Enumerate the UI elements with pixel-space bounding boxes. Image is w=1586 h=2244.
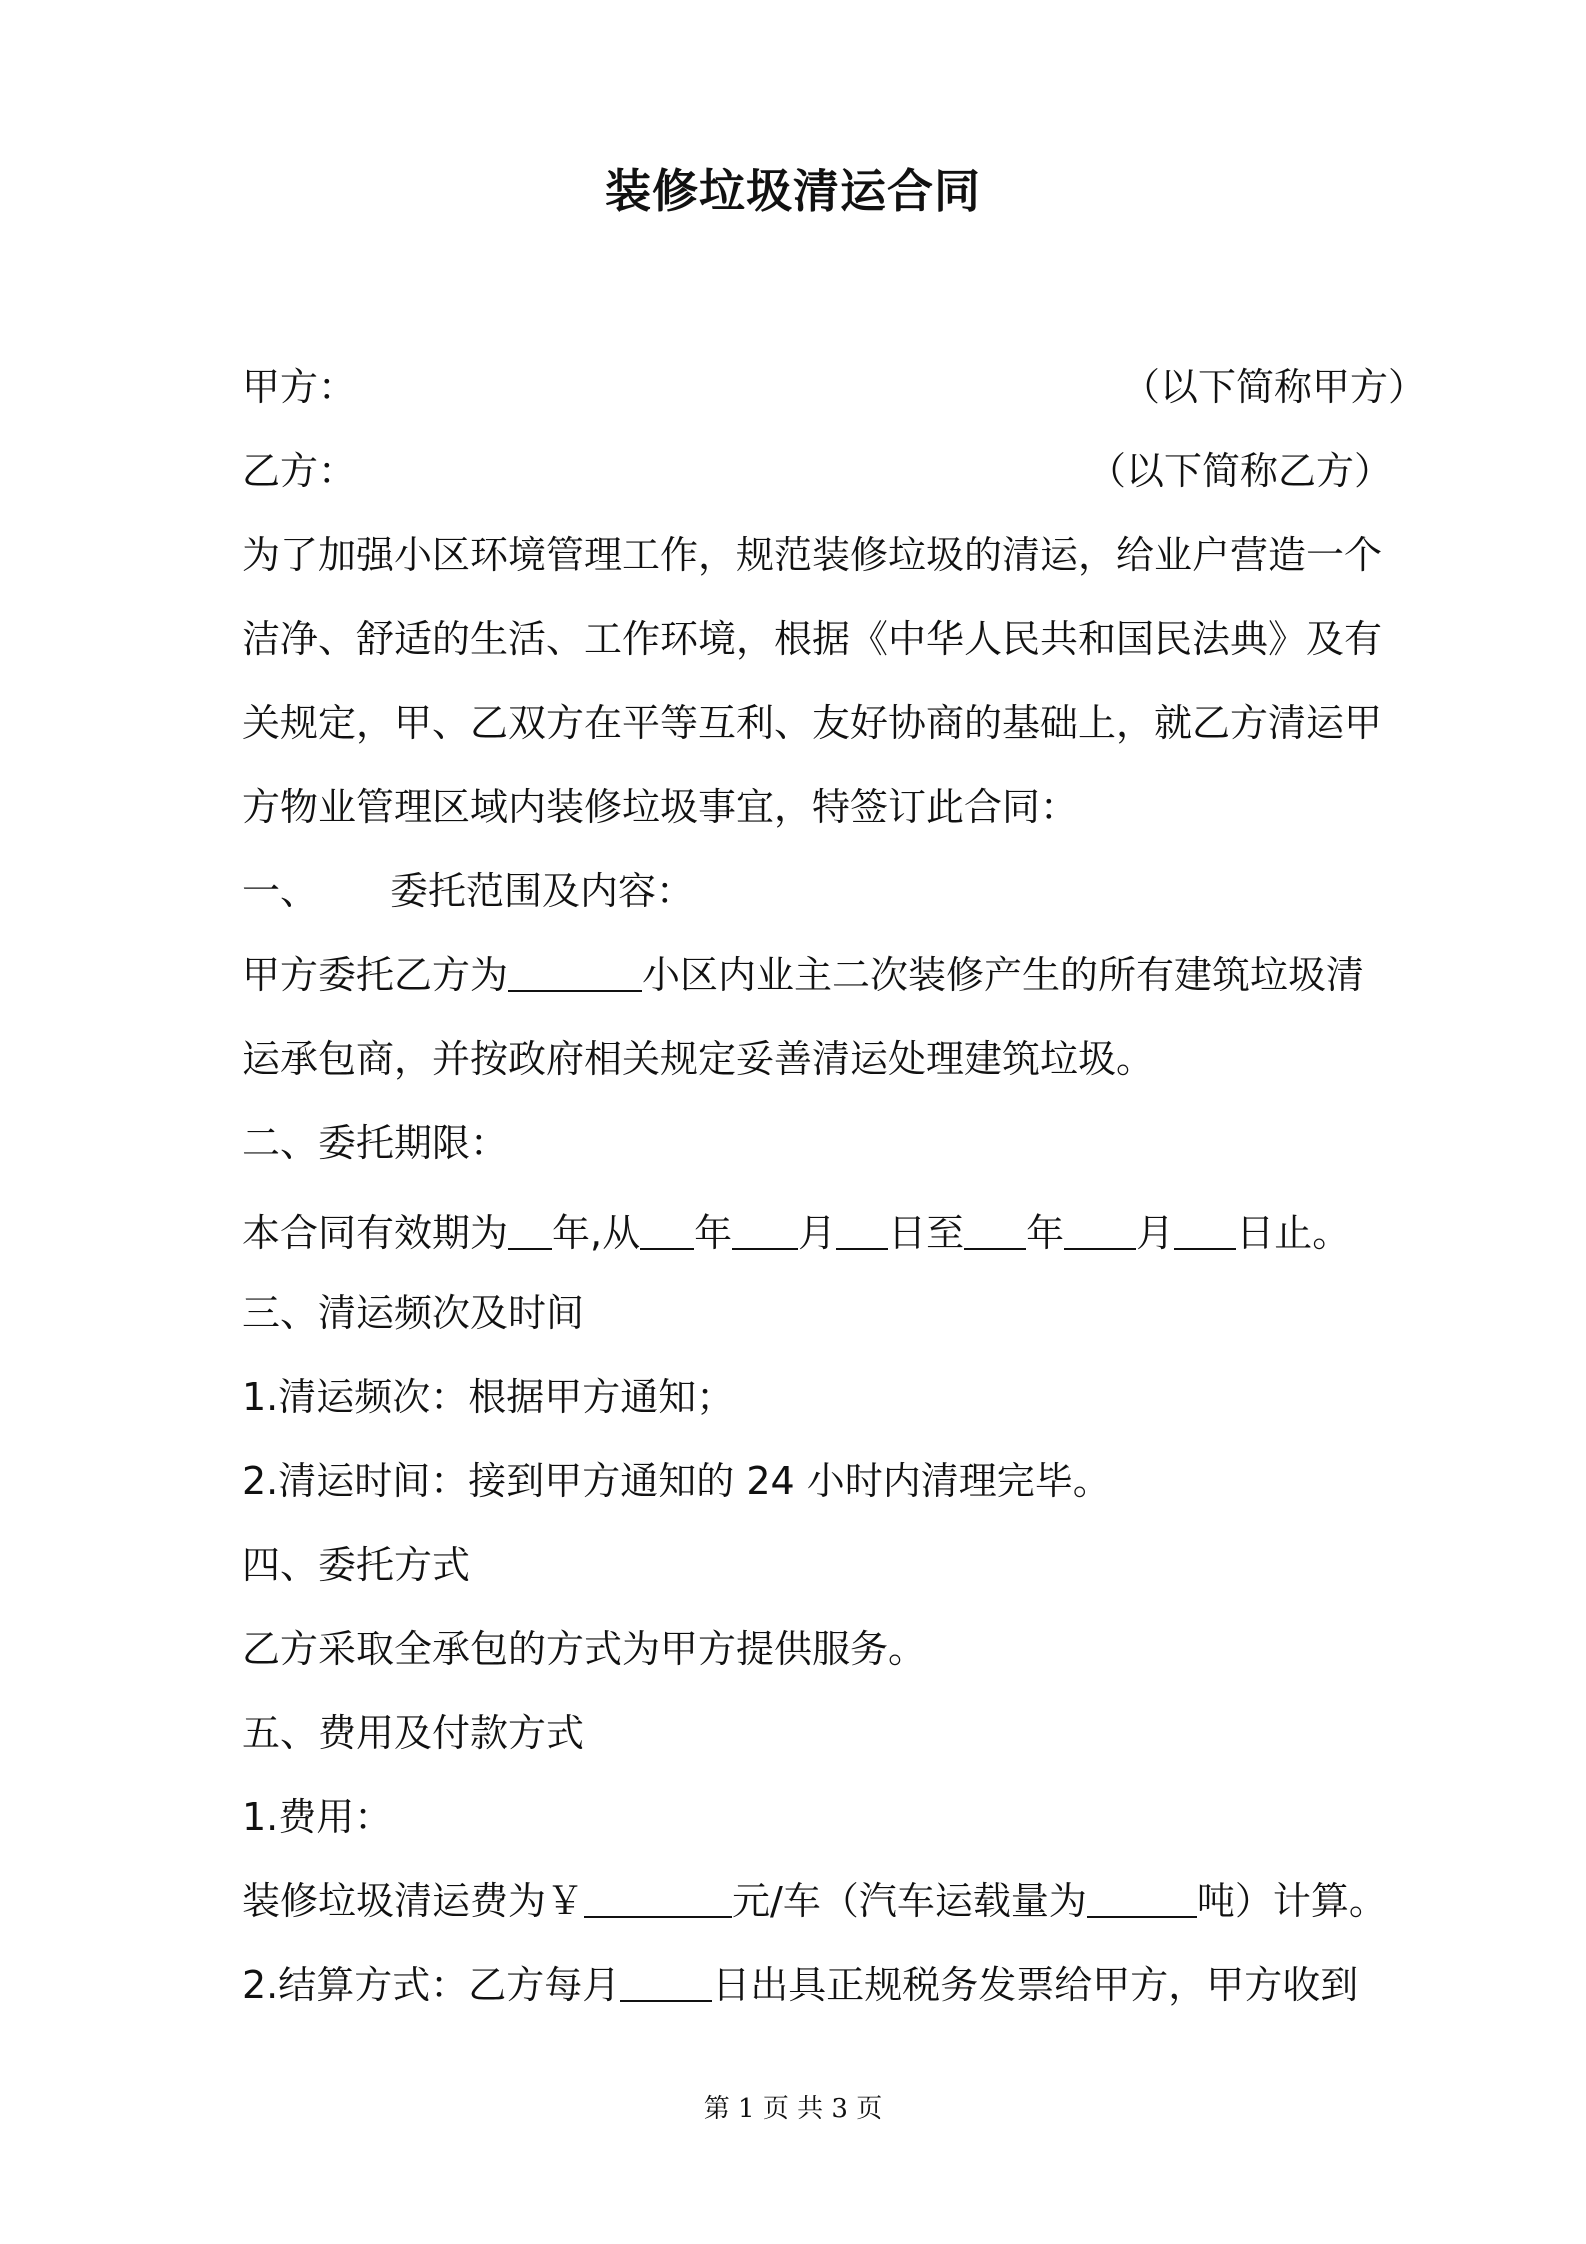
section3-item-2: 2.清运时间：接到甲方通知的 24 小时内清理完毕。 bbox=[242, 1459, 1111, 1503]
end-month-blank[interactable] bbox=[1064, 1212, 1136, 1250]
section1-line-2: 运承包商，并按政府相关规定妥善清运处理建筑垃圾。 bbox=[242, 1037, 1155, 1081]
section4-heading: 四、委托方式 bbox=[242, 1543, 471, 1587]
section1-heading-text: 委托范围及内容： bbox=[390, 869, 695, 913]
section3-item-1: 1.清运频次：根据甲方通知； bbox=[242, 1375, 735, 1419]
term-text-month-end: 月 bbox=[1136, 1211, 1175, 1255]
section5-settle-line bbox=[242, 1960, 1358, 2010]
section3-heading: 三、清运频次及时间 bbox=[242, 1291, 585, 1335]
fee-amount-blank[interactable] bbox=[584, 1880, 732, 1918]
settle-day-blank[interactable] bbox=[620, 1964, 712, 2002]
party-b-line bbox=[242, 446, 1393, 496]
section4-text: 乙方采取全承包的方式为甲方提供服务。 bbox=[242, 1627, 927, 1671]
section5-fee-line bbox=[242, 1876, 1387, 1926]
intro-line-3: 关规定，甲、乙双方在平等互利、友好协商的基础上，就乙方清运甲 bbox=[242, 701, 1383, 745]
section5-item-1: 1.费用： bbox=[242, 1795, 393, 1839]
term-text-start: 本合同有效期为 bbox=[242, 1211, 509, 1255]
term-text-day-to: 日至 bbox=[888, 1211, 965, 1255]
section2-heading: 二、委托期限： bbox=[242, 1121, 509, 1165]
section2-term-line bbox=[242, 1208, 1350, 1258]
document-title: 装修垃圾清运合同 bbox=[605, 164, 981, 218]
term-text-year: 年 bbox=[694, 1211, 733, 1255]
term-years-blank[interactable] bbox=[508, 1212, 552, 1250]
intro-line-1: 为了加强小区环境管理工作，规范装修垃圾的清运，给业户营造一个 bbox=[242, 533, 1383, 577]
end-day-blank[interactable] bbox=[1174, 1212, 1236, 1250]
start-day-blank[interactable] bbox=[836, 1212, 888, 1250]
settle-text-b: 日出具正规税务发票给甲方，甲方收到 bbox=[712, 1963, 1359, 2007]
fee-text-c: 吨）计算。 bbox=[1196, 1879, 1387, 1923]
settle-text-a: 2.结算方式：乙方每月 bbox=[242, 1963, 621, 2007]
intro-line-2: 洁净、舒适的生活、工作环境，根据《中华人民共和国民法典》及有 bbox=[242, 617, 1383, 661]
intro-line-4: 方物业管理区域内装修垃圾事宜，特签订此合同： bbox=[242, 785, 1079, 829]
section5-heading: 五、费用及付款方式 bbox=[242, 1711, 585, 1755]
end-year-blank[interactable] bbox=[964, 1212, 1026, 1250]
fee-text-b: 元/车（汽车运载量为 bbox=[732, 1879, 1087, 1923]
party-b-note: （以下简称乙方） bbox=[1088, 449, 1393, 493]
section1-text-b: 小区内业主二次装修产生的所有建筑垃圾清 bbox=[642, 953, 1365, 997]
term-text-month: 月 bbox=[798, 1211, 837, 1255]
fee-text-a: 装修垃圾清运费为￥ bbox=[242, 1879, 585, 1923]
section1-heading-number: 一、 bbox=[242, 869, 319, 913]
community-name-blank[interactable] bbox=[508, 954, 642, 992]
section1-line-1 bbox=[242, 950, 1364, 1000]
section1-text-a: 甲方委托乙方为 bbox=[242, 953, 509, 997]
party-a-label: 甲方： bbox=[242, 365, 357, 409]
term-text-year-from: 年,从 bbox=[552, 1211, 641, 1255]
term-text-year-end: 年 bbox=[1026, 1211, 1065, 1255]
fee-tonnage-blank[interactable] bbox=[1087, 1880, 1197, 1918]
party-b-label: 乙方： bbox=[242, 449, 357, 493]
term-text-end: 日止。 bbox=[1236, 1211, 1351, 1255]
page-footer: 第 1 页 共 3 页 bbox=[703, 2094, 883, 2124]
start-year-blank[interactable] bbox=[640, 1212, 694, 1250]
party-a-line bbox=[242, 362, 1427, 412]
start-month-blank[interactable] bbox=[732, 1212, 798, 1250]
party-a-note: （以下简称甲方） bbox=[1122, 365, 1427, 409]
section1-heading bbox=[242, 866, 694, 916]
